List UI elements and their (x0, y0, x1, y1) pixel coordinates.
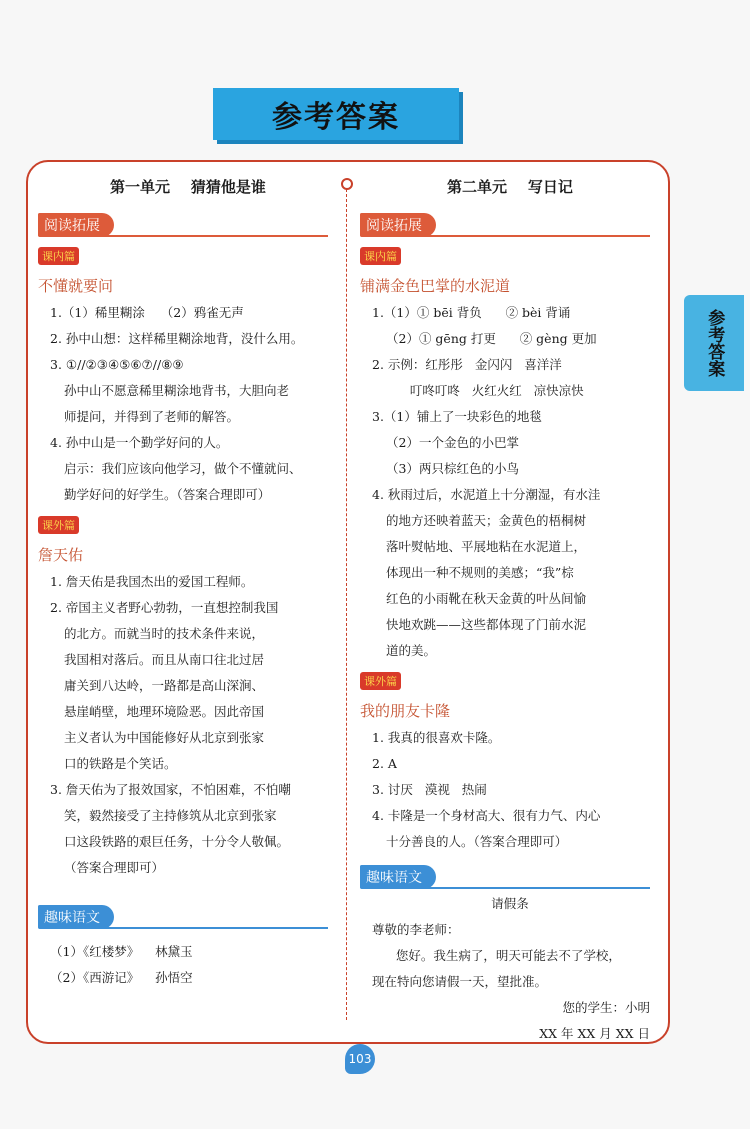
answer-line: 体现出一种不规则的美感；“我”棕 (386, 565, 574, 580)
right-column (360, 170, 660, 1047)
answer-line: 2. 帝国主义者野心勃勃，一直想控制我国 (50, 600, 279, 615)
answer-line: 口的铁路是个笑话。 (64, 756, 177, 771)
answer-line: 尊敬的李老师： (372, 922, 460, 937)
letter-body (360, 917, 660, 995)
answer-line: 的北方。而就当时的技术条件来说， (64, 626, 265, 641)
answer-list (38, 569, 338, 881)
answer-line: 主义者认为中国能修好从北京到张家 (64, 730, 265, 745)
answer-line: 1.（1）① bēi 背负 ② bèi 背诵 (372, 305, 571, 320)
answer-line: 道的美。 (386, 643, 437, 658)
answer-line: 叮咚叮咚 火红火红 凉快凉快 (386, 383, 584, 398)
answer-line: （1）《红楼梦》 林黛玉 (50, 944, 193, 959)
answer-line: 1. 詹天佑是我国杰出的爱国工程师。 (50, 574, 254, 589)
section-reading (360, 213, 660, 239)
answer-line: 3. 讨厌 漠视 热闹 (372, 782, 487, 797)
page-title-banner (213, 88, 459, 140)
answer-line: （3）两只棕红色的小鸟 (386, 461, 519, 476)
answer-line: 落叶熨帖地、平展地粘在水泥道上， (386, 539, 587, 554)
answer-line: 悬崖峭壁，地理环境险恶。因此帝国 (64, 704, 265, 719)
page-title: 参考答案 (272, 100, 400, 135)
section-tag: 阅读拓展 (38, 213, 114, 237)
inner-tag: 课内篇 (360, 247, 401, 265)
answer-list (38, 939, 338, 991)
article-heading: 不懂就要问 (38, 277, 114, 295)
answer-list (360, 300, 660, 664)
page-number: 103 (345, 1044, 375, 1074)
side-tab[interactable] (684, 295, 744, 391)
answer-line: 笑，毅然接受了主持修筑从北京到张家 (64, 808, 277, 823)
section-underline (364, 887, 650, 889)
article-heading: 铺满金色巴掌的水泥道 (360, 277, 511, 295)
section-fun (360, 865, 660, 891)
answer-line: （2）一个金色的小巴掌 (386, 435, 519, 450)
section-tag: 阅读拓展 (360, 213, 436, 237)
answer-line: 3. 詹天佑为了报效国家，不怕困难，不怕嘲 (50, 782, 291, 797)
left-column (38, 170, 338, 991)
answer-line: 4. 秋雨过后，水泥道上十分潮湿，有水洼 (372, 487, 601, 502)
answer-line: 快地欢跳——这些都体现了门前水泥 (386, 617, 587, 632)
answer-line: 2. A (372, 756, 397, 771)
section-tag: 趣味语文 (38, 905, 114, 929)
side-tab-label: 参考答案 (704, 309, 725, 377)
section-underline (364, 235, 650, 237)
answer-line: 孙中山不愿意稀里糊涂地背书，大胆向老 (64, 383, 290, 398)
answer-line: 我国相对落后。而且从南口往北过居 (64, 652, 265, 667)
answer-list (360, 725, 660, 855)
answer-line: 3. ①//②③④⑤⑥⑦//⑧⑨ (50, 357, 184, 372)
answer-list (38, 300, 338, 508)
letter-signature: 您的学生：小明 (562, 1000, 650, 1015)
answer-line: 4. 卡隆是一个身材高大、很有力气、内心 (372, 808, 601, 823)
answer-line: 的地方还映着蓝天；金黄色的梧桐树 (386, 513, 587, 528)
letter-title: 请假条 (491, 896, 529, 911)
column-divider (346, 184, 347, 1020)
answer-line: 十分善良的人。（答案合理即可） (386, 834, 568, 849)
section-fun (38, 905, 338, 931)
answer-line: 启示：我们应该向他学习，做个不懂就问、 (64, 461, 302, 476)
unit-title: 第一单元 猜猜他是谁 (110, 178, 266, 196)
answer-line: 勤学好问的好学生。（答案合理即可） (64, 487, 271, 502)
article-heading: 詹天佑 (38, 546, 84, 564)
answer-line: 2. 示例：红彤彤 金闪闪 喜洋洋 (372, 357, 562, 372)
answer-line: 2. 孙中山想：这样稀里糊涂地背，没什么用。 (50, 331, 304, 346)
answer-line: （2）《西游记》 孙悟空 (50, 970, 193, 985)
section-reading (38, 213, 338, 239)
answer-line: 3.（1）铺上了一块彩色的地毯 (372, 409, 542, 424)
article-heading: 我的朋友卡隆 (360, 702, 451, 720)
answer-line: 您好。我生病了，明天可能去不了学校， (372, 948, 621, 963)
answer-line: 4. 孙中山是一个勤学好问的人。 (50, 435, 229, 450)
section-underline (42, 927, 328, 929)
inner-tag: 课内篇 (38, 247, 79, 265)
answer-line: 现在特向您请假一天，望批准。 (372, 974, 548, 989)
answer-line: （答案合理即可） (64, 860, 165, 875)
answer-line: （2）① gēng 打更 ② gèng 更加 (386, 331, 597, 346)
answer-line: 口这段铁路的艰巨任务，十分令人敬佩。 (64, 834, 290, 849)
answer-line: 师提问，并得到了老师的解答。 (64, 409, 240, 424)
outer-tag: 课外篇 (38, 516, 79, 534)
letter-date: XX 年 XX 月 XX 日 (539, 1026, 650, 1041)
section-tag: 趣味语文 (360, 865, 436, 889)
outer-tag: 课外篇 (360, 672, 401, 690)
unit-title: 第二单元 写日记 (447, 178, 573, 196)
answer-line: 红色的小雨靴在秋天金黄的叶丛间愉 (386, 591, 587, 606)
divider-dot (341, 178, 353, 190)
answer-line: 1. 我真的很喜欢卡隆。 (372, 730, 501, 745)
section-underline (42, 235, 328, 237)
answer-line: 1.（1）稀里糊涂 （2）鸦雀无声 (50, 305, 244, 320)
answer-line: 庸关到八达岭，一路都是高山深涧、 (64, 678, 265, 693)
